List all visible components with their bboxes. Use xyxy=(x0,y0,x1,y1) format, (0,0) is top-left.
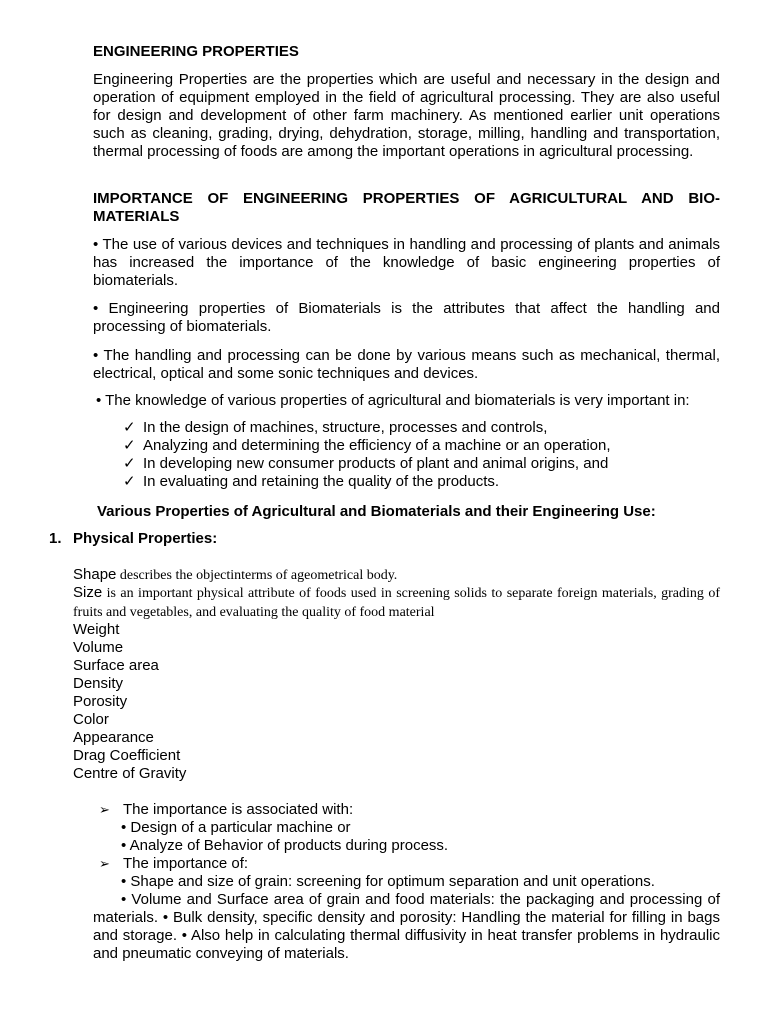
list-item: ✓ In developing new consumer products of plant and animal origins, and xyxy=(123,455,609,472)
shape-description: describes the objectinterms of ageometrical body. xyxy=(116,568,398,583)
list-item: Porosity xyxy=(73,693,128,710)
list-item xyxy=(93,855,720,873)
importance-of-heading: The importance of: xyxy=(123,855,249,872)
checkmark-icon: ✓ xyxy=(123,437,136,454)
arrow-bullet-icon: ➢ xyxy=(99,802,110,817)
bullet-paragraph-2: • Engineering properties of Biomaterials is the attributes that affect the handling and processing of biomaterials. xyxy=(93,300,720,335)
various-properties-heading: Various Properties of Agricultural and Biomaterials and their Engineering Use: xyxy=(97,503,656,520)
checkmark-icon: ✓ xyxy=(123,419,136,436)
list-item: Weight xyxy=(73,621,120,638)
importance-notes xyxy=(93,801,720,963)
list-item: Density xyxy=(73,675,124,692)
importance-heading: IMPORTANCE OF ENGINEERING PROPERTIES OF AGRICULTURAL AND BIO-MATERIALS xyxy=(93,190,720,225)
size-description: is an important physical attribute of foods used in screening solids to separate foreign materials, grading of fruits and vegetables, and evaluating the quality of food material xyxy=(73,586,720,620)
size-definition xyxy=(73,584,720,622)
list-item: ✓ In evaluating and retaining the quality of the products. xyxy=(123,473,500,490)
list-item: • Design of a particular machine or xyxy=(121,819,351,836)
section-number: 1. xyxy=(49,530,62,547)
checkmark-icon: ✓ xyxy=(123,455,136,472)
assoc-heading: The importance is associated with: xyxy=(123,801,354,818)
list-item: ✓ In the design of machines, structure, processes and controls, xyxy=(123,419,548,436)
check-list xyxy=(120,419,720,491)
list-item: Appearance xyxy=(73,729,154,746)
shape-definition xyxy=(73,566,723,585)
bullet-paragraph-4: • The knowledge of various properties of agricultural and biomaterials is very important in: xyxy=(96,392,690,409)
final-paragraph: • Volume and Surface area of grain and food materials: the packaging and processing of materials. • Bulk density, specific density and porosity: Handling the material for filling in bags and storage. • Also help in calculating thermal diffusivity in heat transfer problems in hydraulic and pneumatic conveying of materials. xyxy=(93,891,720,962)
intro-paragraph: Engineering Properties are the properties which are useful and necessary in the design and operation of equipment employed in the field of agricultural processing. They are also useful for design and development of other farm machinery. As mentioned earlier unit operations such as cleaning, grading, drying, dehydration, storage, milling, handling and transportation, thermal processing of foods are among the important operations in agricultural processing. xyxy=(93,71,720,160)
physical-properties-list xyxy=(73,621,373,783)
bullet-paragraph-1: • The use of various devices and techniques in handling and processing of plants and animals has increased the importance of the knowledge of basic engineering properties of biomaterials. xyxy=(93,236,720,289)
checkmark-icon: ✓ xyxy=(123,473,136,490)
list-item: Volume xyxy=(73,639,124,656)
arrow-bullet-icon: ➢ xyxy=(99,856,110,871)
list-item: Centre of Gravity xyxy=(73,765,187,782)
list-item: Drag Coefficient xyxy=(73,747,181,764)
size-term: Size xyxy=(73,584,103,601)
page-title: ENGINEERING PROPERTIES xyxy=(93,43,299,60)
list-item: Surface area xyxy=(73,657,159,674)
section-title: Physical Properties: xyxy=(73,530,218,547)
list-item: ✓ Analyzing and determining the efficiency of a machine or an operation, xyxy=(123,437,611,454)
list-item: • Analyze of Behavior of products during process. xyxy=(121,837,449,854)
bullet-paragraph-3: • The handling and processing can be done by various means such as mechanical, thermal, electrical, optical and some sonic techniques and devices. xyxy=(93,347,720,382)
list-item xyxy=(93,801,720,819)
shape-term: Shape xyxy=(73,566,117,583)
list-item: • Shape and size of grain: screening for optimum separation and unit operations. xyxy=(121,873,655,890)
list-item: Color xyxy=(73,711,109,728)
